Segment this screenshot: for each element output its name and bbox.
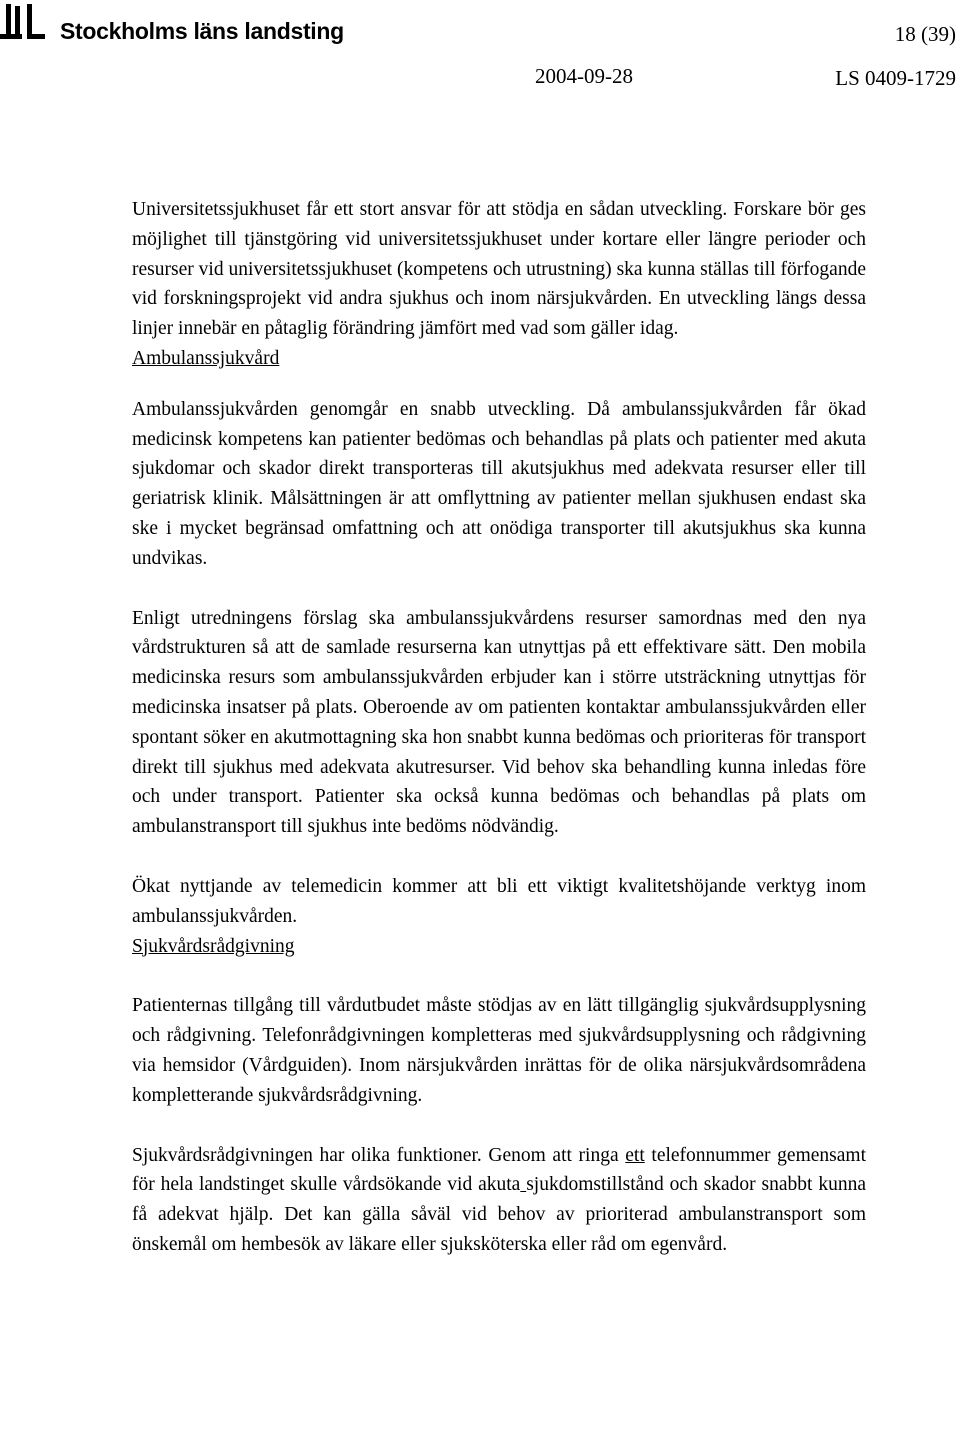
text-segment: telefonnummer gemensamt för hela landstinget skulle vårdsökande vid akuta <box>132 1144 866 1196</box>
document-reference: LS 0409-1729 <box>835 66 956 90</box>
document-date: 2004-09-28 <box>535 64 633 88</box>
page-number: 18 (39) <box>894 22 956 46</box>
paragraph-advice-functions <box>132 1141 866 1260</box>
paragraph-telemedicine: Ökat nyttjande av telemedicin kommer att bli ett viktigt kvalitetshöjande verktyg inom ambulanssjukvården. <box>132 875 866 927</box>
landsting-logo-icon <box>0 4 52 44</box>
paragraph-ambulance-proposal: Enligt utredningens förslag ska ambulanssjukvårdens resurser samordnas med den nya vårdstrukturen så att de samlade resurserna kan utnyttjas på ett effektivare sätt. Den mobila medicinska resurs som ambulanssjukvården erbjuder kan i större utsträckning utnyttjas för medicinska insatser på plats. Oberoende av om patienten kontaktar ambulanssjukvården eller spontant söker en akutmottagning ska hon snabbt kunna bedömas och prioriteras för transport direkt till sjukhus med adekvata akutresurser. Vid behov ska behandling kunna inledas före och under transport. Patienter ska också kunna bedömas och behandlas på plats om ambulanstransport till sjukhus inte bedöms nödvändig. <box>132 607 866 838</box>
text-segment: Sjukvårdsrådgivningen har olika funktioner. Genom att ringa <box>132 1144 626 1166</box>
heading-ambulance: Ambulanssjukvård <box>132 347 280 369</box>
document-body <box>132 195 866 1260</box>
paragraph-advice-access: Patienternas tillgång till vårdutbudet måste stödjas av en lätt tillgänglig sjukvårdsupplysning och rådgivning. Telefonrådgivningen kompletteras med sjukvårdsupplysning och rådgivning via hemsidor (Vårdguiden). Inom närsjukvården inrättas för de olika närsjukvårdsområdena kompletterande sjukvårdsrådgivning. <box>132 995 866 1106</box>
logo <box>0 0 344 48</box>
paragraph-research: Universitetssjukhuset får ett stort ansvar för att stödja en sådan utveckling. Forskare bör ges möjlighet till tjänstgöring vid universitetssjukhuset under kortare eller längre perioder och resurser vid universitetssjukhuset (kompetens och utrustning) ska kunna ställas till förfogande vid forskningsprojekt vid andra sjukhus och inom närsjukvården. En utveckling längs dessa linjer innebär en påtaglig förändring jämfört med vad som gäller idag. <box>132 199 866 340</box>
paragraph-ambulance-development: Ambulanssjukvården genomgår en snabb utveckling. Då ambulanssjukvården får ökad medicinsk kompetens kan patienter bedömas och behandlas på plats och patienter med akuta sjukdomar och skador direkt transporteras till akutsjukhus med adekvata resurser eller till geriatrisk klinik. Målsättningen är att omflyttning av patienter mellan sjukhusen endast ska ske i mycket begränsad omfattning och att onödiga transporter till akutsjukhus ska kunna undvikas. <box>132 398 866 569</box>
heading-advice: Sjukvårdsrådgivning <box>132 935 295 957</box>
text-segment: sjukdomstillstånd och skador snabbt kunna få adekvat hjälp. Det kan gälla såväl vid behov av prioriterad ambulanstransport som önskemål om hembesök av läkare eller sjuksköterska eller råd om egenvård. <box>132 1174 866 1255</box>
underlined-word: ett <box>625 1144 645 1166</box>
organization-name: Stockholms läns landsting <box>60 18 344 44</box>
